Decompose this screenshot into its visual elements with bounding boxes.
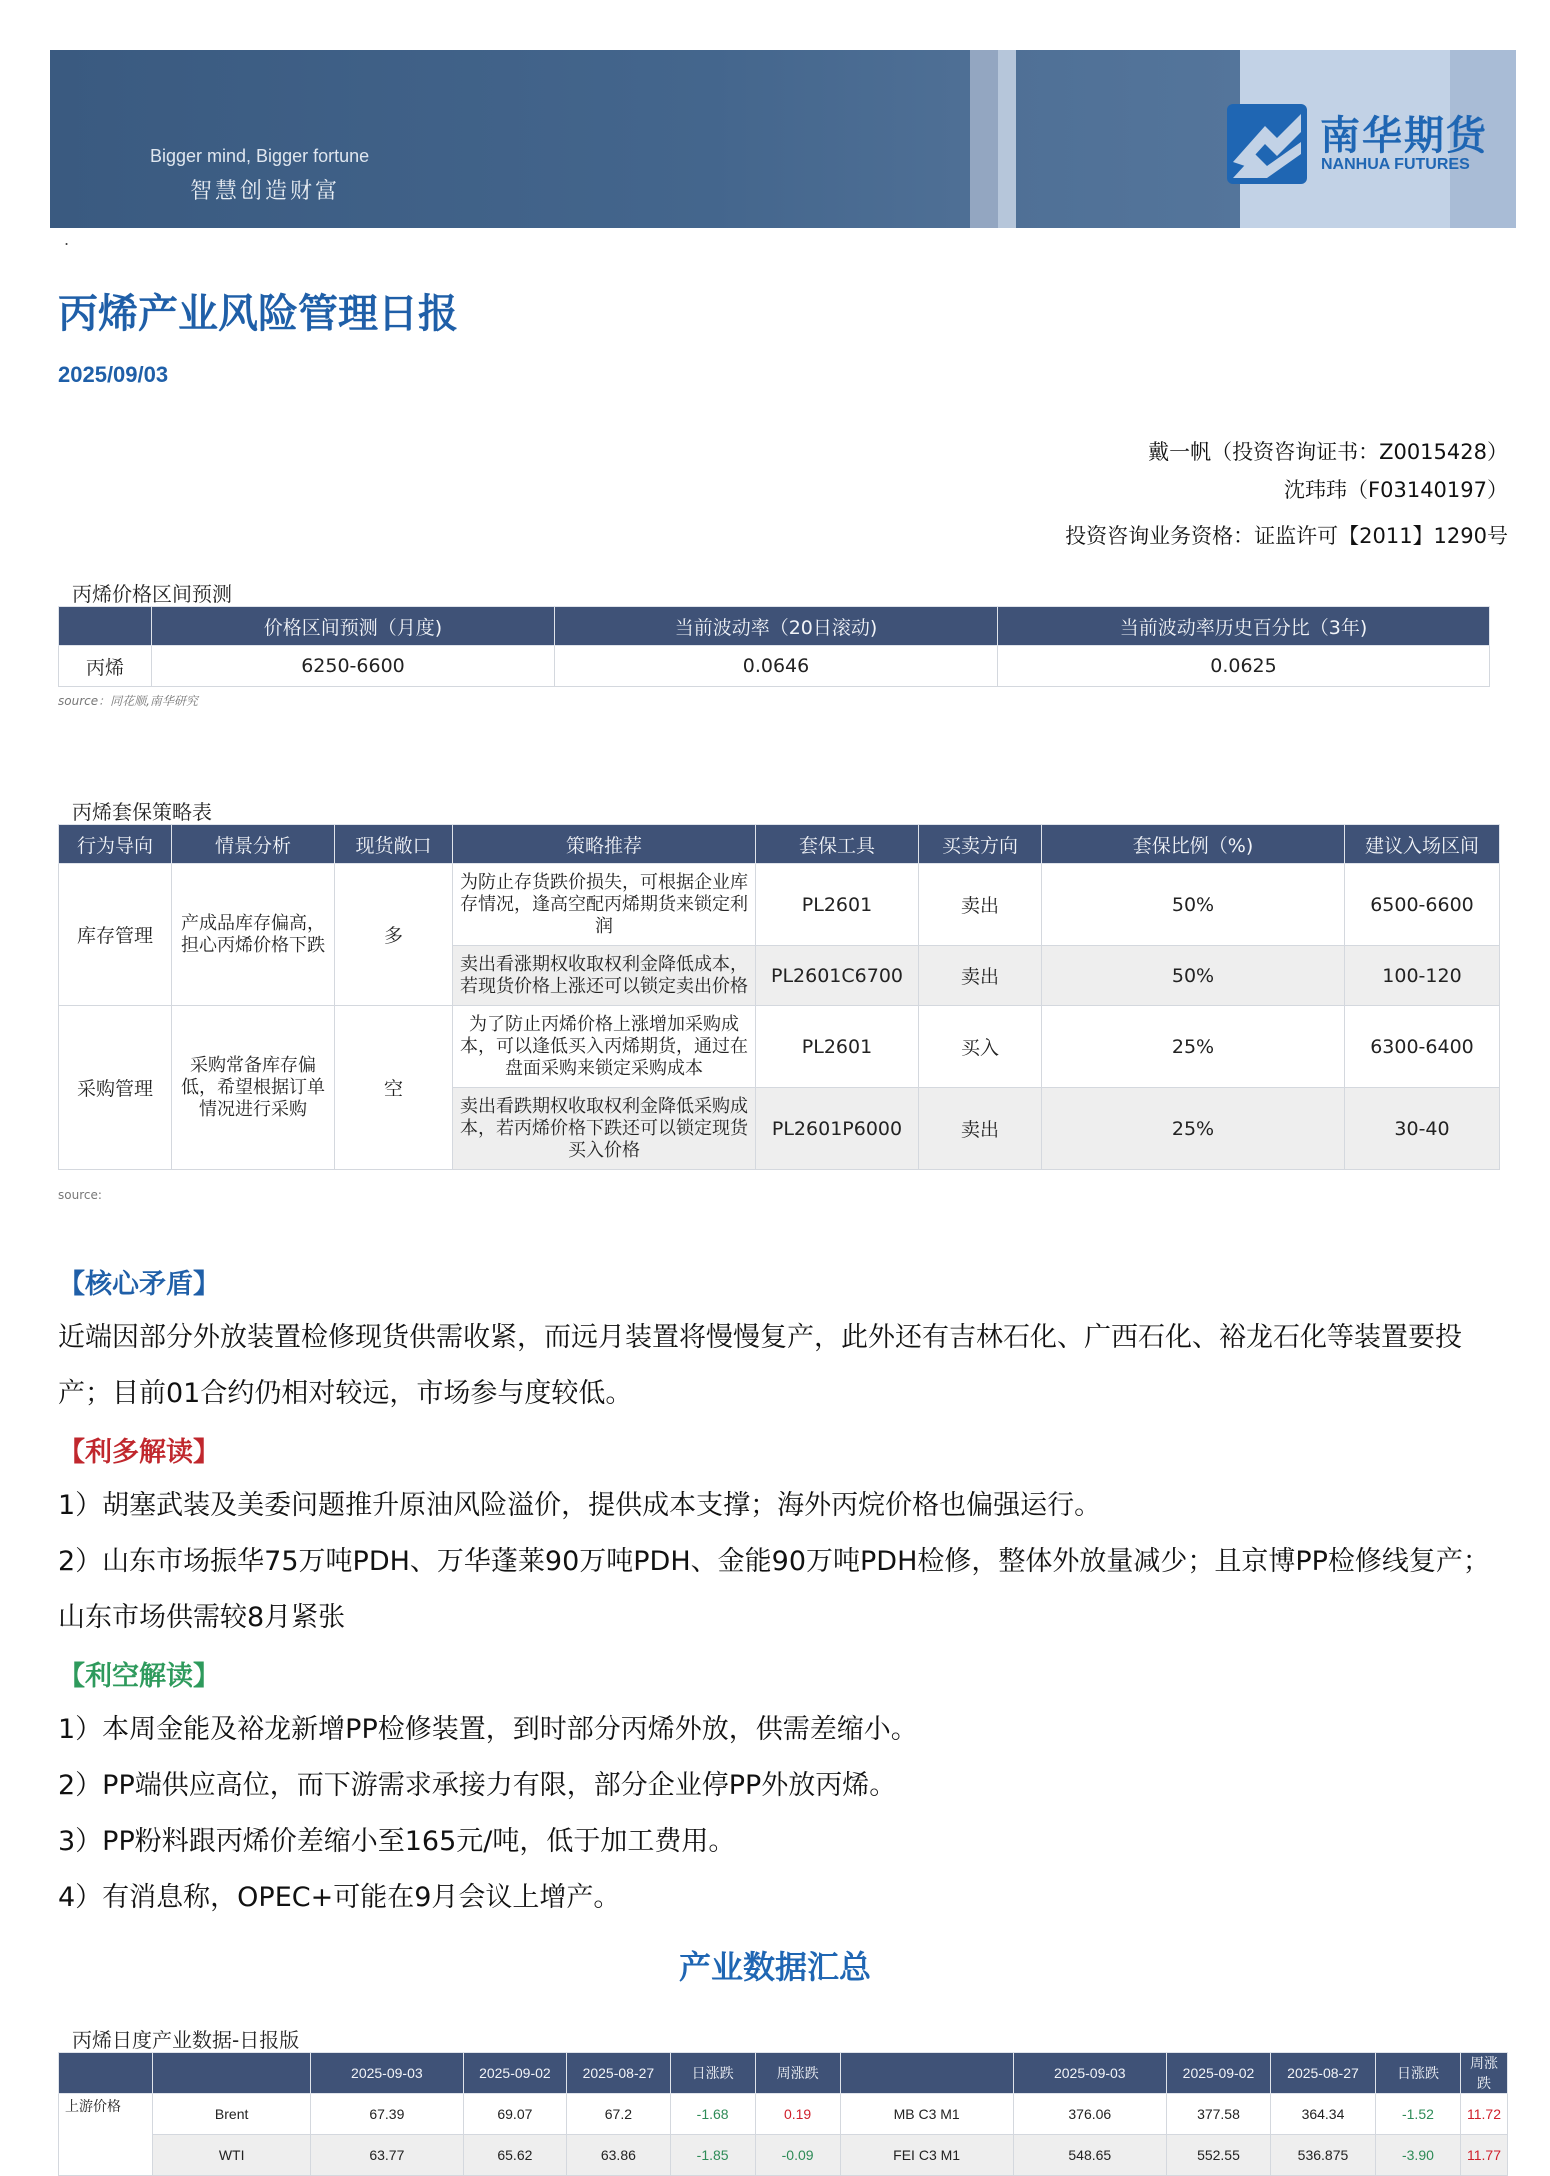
banner-slogan-en: Bigger mind, Bigger fortune: [150, 146, 370, 166]
table-header: 2025-09-03: [311, 2053, 464, 2094]
table-header: 套保比例（%): [1042, 825, 1345, 864]
ratio-cell: 50%: [1042, 864, 1345, 946]
hedge-table-source: source:: [58, 1188, 102, 1202]
table-cell: 536.875: [1271, 2135, 1376, 2176]
daily-table-caption: 丙烯日度产业数据-日报版: [72, 2028, 300, 2052]
table-header: 现货敞口: [335, 825, 453, 864]
ratio-cell: 25%: [1042, 1088, 1345, 1170]
table-cell: 67.39: [311, 2094, 464, 2135]
exposure-cell: 空: [335, 1006, 453, 1170]
table-cell: 63.77: [311, 2135, 464, 2176]
direction-cell: 卖出: [919, 946, 1042, 1006]
bearish-heading: 【利空解读】: [58, 1661, 220, 1692]
strategy-cell: 卖出看跌期权收取权利金降低采购成本，若丙烯价格下跌还可以锁定现货买入价格: [453, 1088, 756, 1170]
page-title: 丙烯产业风险管理日报: [58, 291, 458, 337]
table-cell: -0.09: [755, 2135, 840, 2176]
table-row: [59, 864, 1500, 946]
bearish-item: 2）PP端供应高位，而下游需求承接力有限，部分企业停PP外放丙烯。: [58, 1770, 897, 1801]
core-heading: 【核心矛盾】: [58, 1269, 220, 1300]
banner-stripe: [970, 50, 998, 228]
table-header: 2025-09-02: [1166, 2053, 1270, 2094]
behavior-cell: 库存管理: [59, 864, 172, 1006]
table-cell: 11.77: [1461, 2135, 1508, 2176]
table-cell: 11.72: [1461, 2094, 1508, 2135]
daily-data-table: [58, 2052, 1508, 2176]
table-header: 套保工具: [756, 825, 919, 864]
table-cell: 丙烯: [59, 646, 152, 687]
table-header: 买卖方向: [919, 825, 1042, 864]
report-date: 2025/09/03: [58, 362, 169, 387]
tool-cell: PL2601P6000: [756, 1088, 919, 1170]
bearish-item: 3）PP粉料跟丙烯价差缩小至165元/吨，低于加工费用。: [58, 1826, 736, 1857]
core-text: 近端因部分外放装置检修现货供需收紧，而远月装置将慢慢复产，此外还有吉林石化、广西石化、裕龙石化等装置要投产；目前01合约仍相对较远，市场参与度较低。: [58, 1322, 1462, 1409]
table-header: [153, 2053, 311, 2094]
page-marker: .: [64, 230, 70, 249]
table-cell: 377.58: [1166, 2094, 1270, 2135]
ratio-cell: 50%: [1042, 946, 1345, 1006]
tool-cell: PL2601C6700: [756, 946, 919, 1006]
hedge-table-caption: 丙烯套保策略表: [72, 800, 212, 824]
logo-mark-icon: [1225, 102, 1309, 186]
table-cell: -1.52: [1375, 2094, 1460, 2135]
table-cell: 67.2: [567, 2094, 671, 2135]
strategy-cell: 卖出看涨期权收取权利金降低成本，若现货价格上涨还可以锁定卖出价格: [453, 946, 756, 1006]
table-header: 当前波动率历史百分比（3年): [998, 607, 1490, 646]
hedge-strategy-table: [58, 824, 1500, 1170]
strategy-cell: 为防止存货跌价损失，可根据企业库存情况，逢高空配丙烯期货来锁定利润: [453, 864, 756, 946]
bullish-item: 1）胡塞武装及美委问题推升原油风险溢价，提供成本支撑；海外丙烷价格也偏强运行。: [58, 1490, 1102, 1521]
range-cell: 30-40: [1345, 1088, 1500, 1170]
bullish-heading: 【利多解读】: [58, 1437, 220, 1468]
direction-cell: 卖出: [919, 864, 1042, 946]
logo-text-en: NANHUA FUTURES: [1321, 156, 1470, 173]
company-logo: [1225, 102, 1501, 192]
table-row: [59, 1006, 1500, 1088]
table-row: [59, 2094, 1508, 2135]
table-header: 行为导向: [59, 825, 172, 864]
bearish-item: 1）本周金能及裕龙新增PP检修装置，到时部分丙烯外放，供需差缩小。: [58, 1714, 918, 1745]
table-cell: -1.85: [670, 2135, 755, 2176]
license-line: 投资咨询业务资格：证监许可【2011】1290号: [1065, 524, 1508, 548]
table-header: 价格区间预测（月度): [152, 607, 555, 646]
table-header: [59, 2053, 153, 2094]
header-banner: [50, 50, 1516, 228]
scenario-cell: 产成品库存偏高，担心丙烯价格下跌: [172, 864, 335, 1006]
banner-slogan-cn: 智慧创造财富: [190, 179, 341, 204]
table-row: [59, 646, 1490, 687]
table-cell: 65.62: [463, 2135, 567, 2176]
table-cell: 0.19: [755, 2094, 840, 2135]
table-header: 日涨跌: [670, 2053, 755, 2094]
table-cell: 0.0646: [555, 646, 998, 687]
table-header: 建议入场区间: [1345, 825, 1500, 864]
price-table-source: source：同花顺,南华研究: [58, 694, 198, 708]
table-cell: 364.34: [1271, 2094, 1376, 2135]
table-cell: Brent: [153, 2094, 311, 2135]
author-line-2: 沈玮玮（F03140197）: [1284, 478, 1508, 502]
table-cell: MB C3 M1: [840, 2094, 1013, 2135]
table-header: 2025-09-03: [1013, 2053, 1166, 2094]
table-header: 当前波动率（20日滚动): [555, 607, 998, 646]
table-header: 策略推荐: [453, 825, 756, 864]
table-header: [59, 607, 152, 646]
table-cell: 548.65: [1013, 2135, 1166, 2176]
table-row: [59, 2135, 1508, 2176]
exposure-cell: 多: [335, 864, 453, 1006]
table-cell: 0.0625: [998, 646, 1490, 687]
scenario-cell: 采购常备库存偏低，希望根据订单情况进行采购: [172, 1006, 335, 1170]
table-cell: -3.90: [1375, 2135, 1460, 2176]
table-cell: WTI: [153, 2135, 311, 2176]
tool-cell: PL2601: [756, 1006, 919, 1088]
bearish-item: 4）有消息称，OPEC+可能在9月会议上增产。: [58, 1882, 621, 1913]
range-cell: 100-120: [1345, 946, 1500, 1006]
table-cell: 552.55: [1166, 2135, 1270, 2176]
table-header: 2025-08-27: [1271, 2053, 1376, 2094]
strategy-cell: 为了防止丙烯价格上涨增加采购成本，可以逢低买入丙烯期货，通过在盘面采购来锁定采购成本: [453, 1006, 756, 1088]
logo-text-cn: 南华期货: [1320, 113, 1488, 159]
behavior-cell: 采购管理: [59, 1006, 172, 1170]
table-cell: 63.86: [567, 2135, 671, 2176]
tool-cell: PL2601: [756, 864, 919, 946]
table-header: 周涨跌: [1461, 2053, 1508, 2094]
range-cell: 6300-6400: [1345, 1006, 1500, 1088]
table-header: 日涨跌: [1375, 2053, 1460, 2094]
table-cell: 376.06: [1013, 2094, 1166, 2135]
table-header: 2025-09-02: [463, 2053, 567, 2094]
price-range-table: [58, 606, 1490, 687]
bullish-item: 2）山东市场振华75万吨PDH、万华蓬莱90万吨PDH、金能90万吨PDH检修，整体外放量减少；且京博PP检修线复产；山东市场供需较8月紧张: [58, 1546, 1490, 1633]
table-header: 周涨跌: [755, 2053, 840, 2094]
table-cell: FEI C3 M1: [840, 2135, 1013, 2176]
table-cell: 6250-6600: [152, 646, 555, 687]
table-header: 情景分析: [172, 825, 335, 864]
summary-title: 产业数据汇总: [678, 1948, 871, 1986]
ratio-cell: 25%: [1042, 1006, 1345, 1088]
direction-cell: 买入: [919, 1006, 1042, 1088]
table-cell: 69.07: [463, 2094, 567, 2135]
author-line-1: 戴一帆（投资咨询证书：Z0015428）: [1148, 440, 1508, 464]
price-table-caption: 丙烯价格区间预测: [72, 582, 232, 606]
table-header: [840, 2053, 1013, 2094]
group-label-cell: 上游价格: [59, 2094, 153, 2176]
banner-stripe: [998, 50, 1016, 228]
direction-cell: 卖出: [919, 1088, 1042, 1170]
table-header: 2025-08-27: [567, 2053, 671, 2094]
range-cell: 6500-6600: [1345, 864, 1500, 946]
table-cell: -1.68: [670, 2094, 755, 2135]
